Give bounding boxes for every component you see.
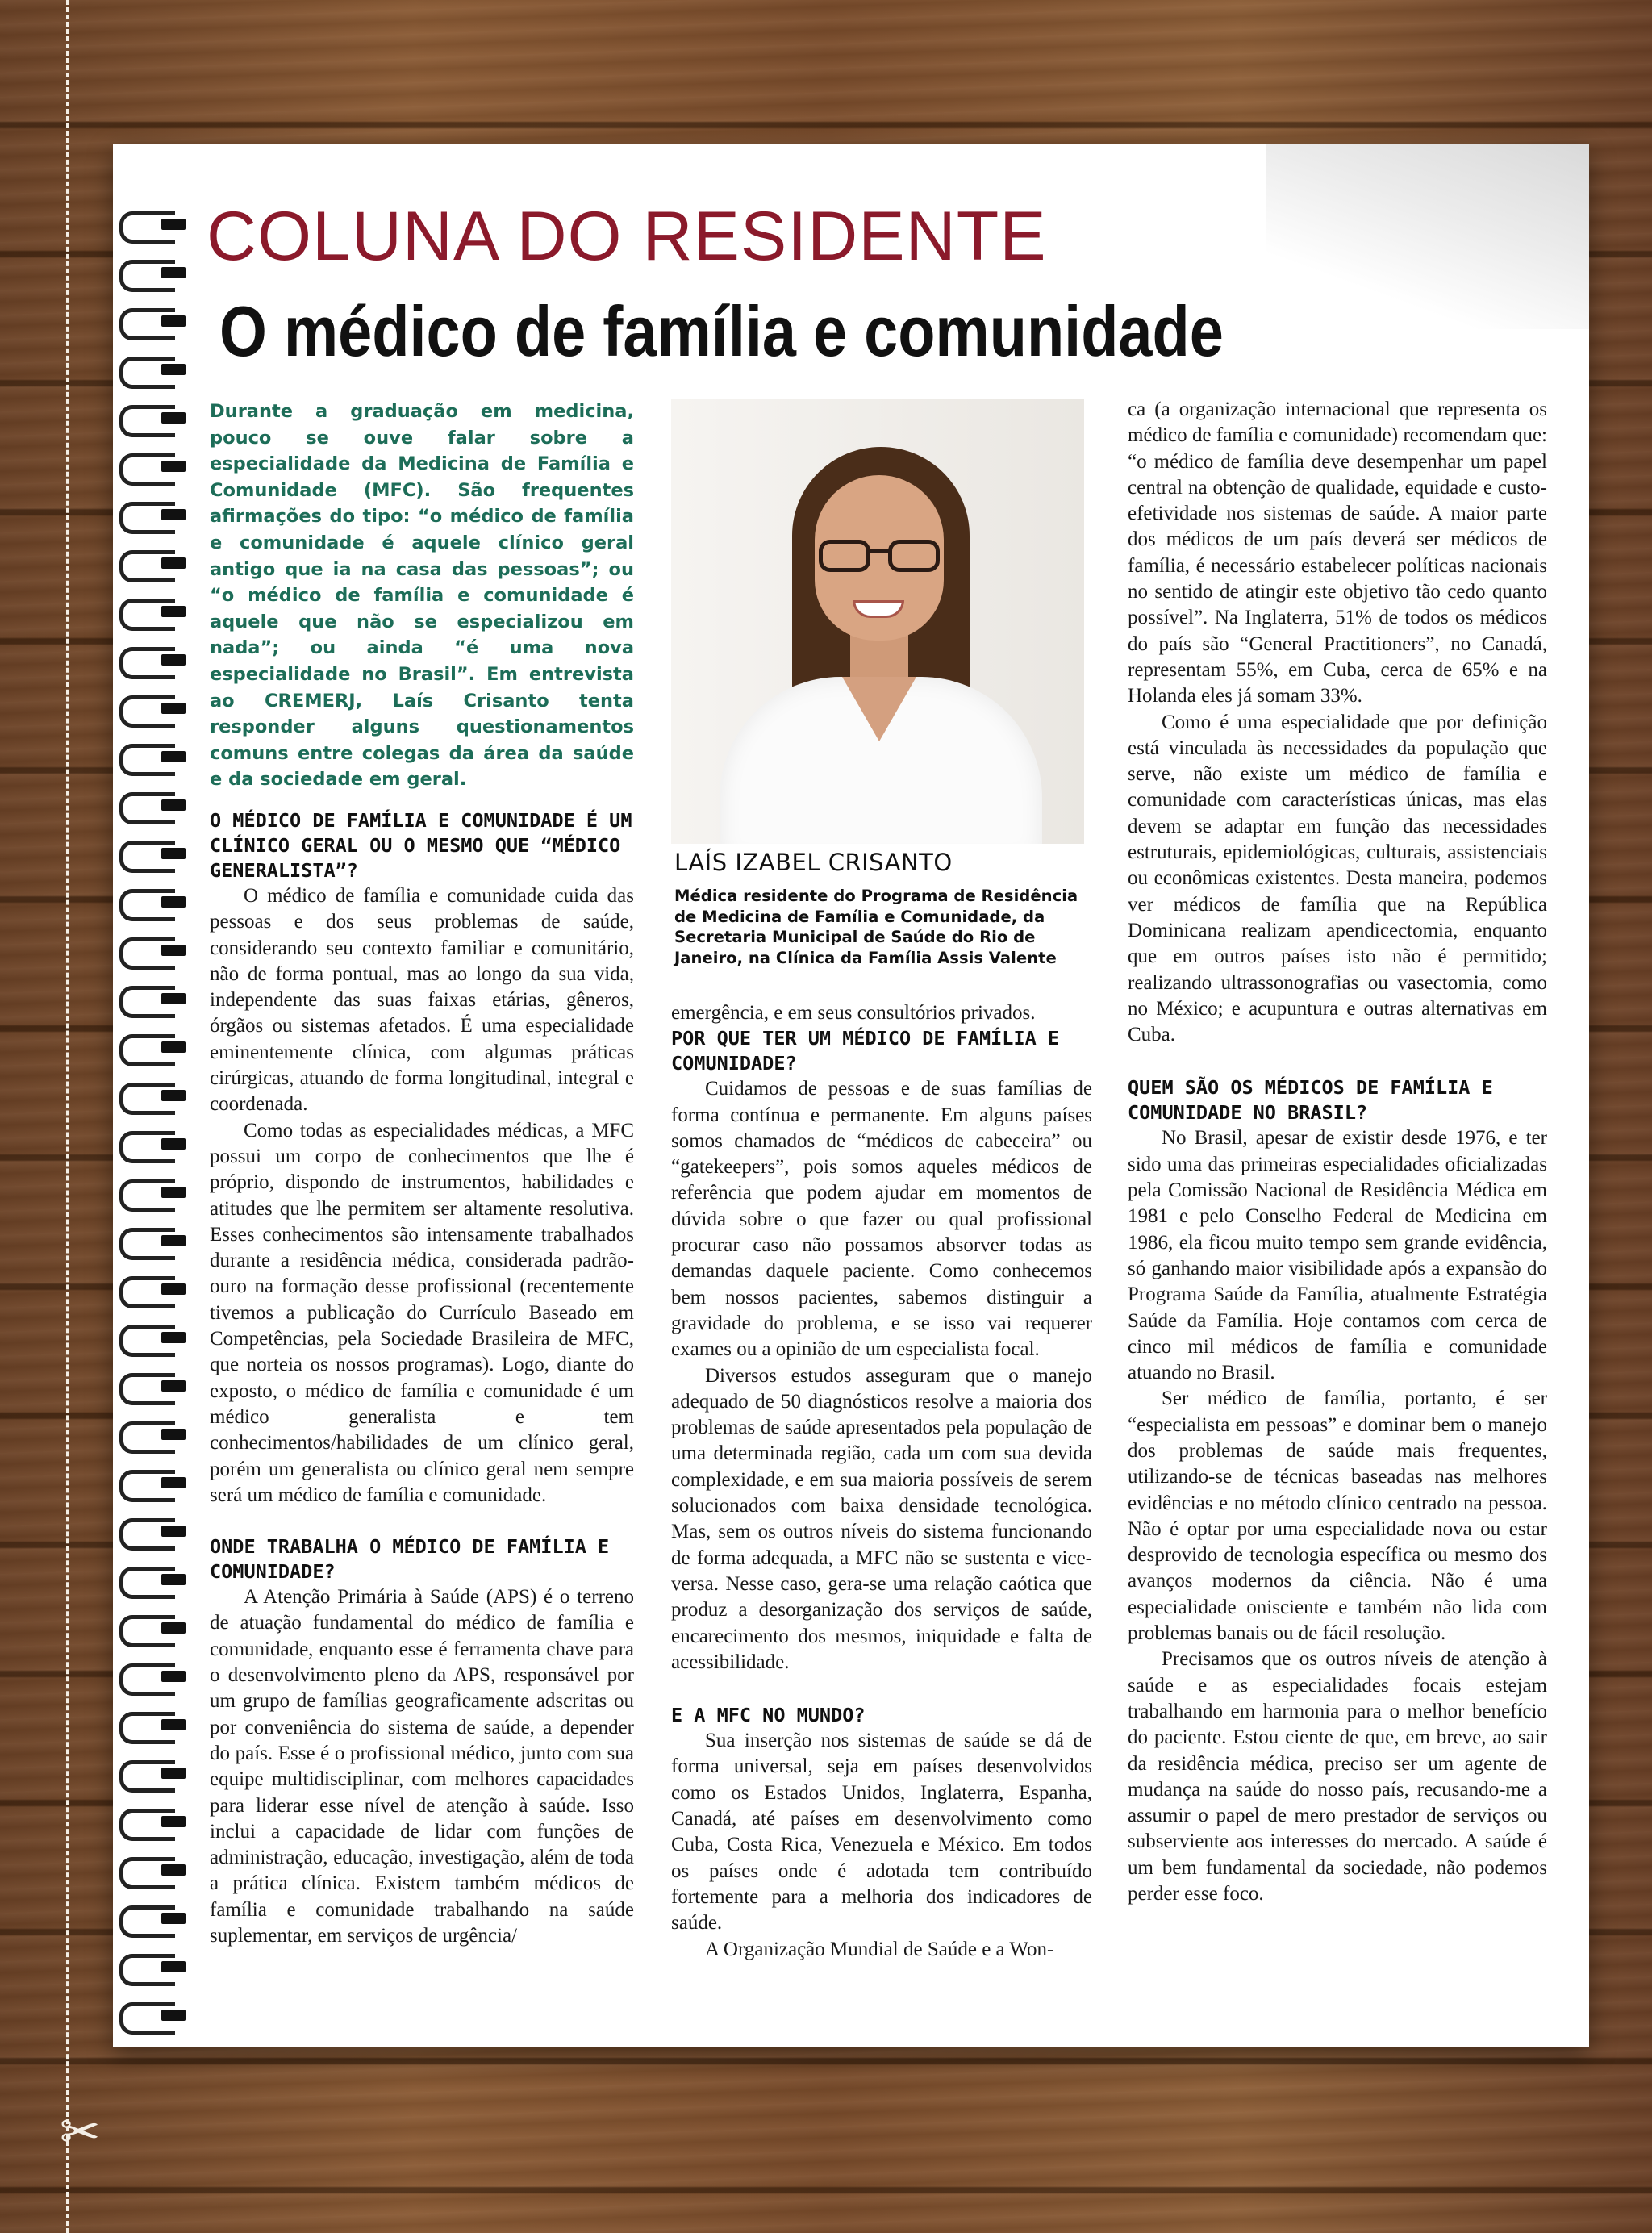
spiral-coil [119,1228,189,1255]
spiral-coil [119,1518,189,1546]
cut-line [66,0,69,2233]
spiral-coil [119,889,189,916]
portrait-photo [671,399,1084,844]
paragraph: Sua inserção nos sistemas de saúde se dá de forma universal, seja em países desenvolvidos como os Estados Unidos, Inglaterra, Espanha, Canadá, até países em desenvolvimento como Cuba, Costa Rica, Venezuela e México. Em todos os países onde é adotada tem contribuído fortemente para a melhoria dos indicadores de saúde. [671,1730,1092,1935]
spiral-coil [119,1276,189,1304]
column-3 [1128,397,1547,1907]
spiral-coil [119,502,189,529]
column-2 [671,1000,1092,1963]
spiral-coil [119,986,189,1013]
spiral-coil [119,1615,189,1642]
column-1 [210,808,634,1949]
spiral-coil [119,1325,189,1352]
spiral-coil [119,1760,189,1788]
spiral-coil [119,1663,189,1691]
spiral-coil [119,1131,189,1158]
paragraph: Diversos estudos asseguram que o manejo adequado de 50 diagnósticos resolve a maioria dos problemas de saúde apresentados pela população de uma determinada região, cada um com sua devida complexidade, e em sua maioria possíveis de serem solucionados com baixa densidade tecnológica. Mas, sem os outros níveis do sistema funcionando de forma adequada, a MFC não se sustenta e vice-versa. Nesse caso, gera-se uma relação caótica que produz a desorganização dos serviços de saúde, encarecimento dos mesmos, iniquidade e falta de acessibilidade. [671,1364,1092,1673]
paragraph: O médico de família e comunidade cuida das pessoas e dos seus problemas de saúde, considerando seu contexto familiar e comunitário, não de forma pontual, mas ao longo da sua vida, independente das suas faixas etárias, gêneros, órgãos ou sistemas afetados. É uma especialidade eminentemente clínica, com algumas práticas cirúrgicas, atuando de forma longitudinal, integral e coordenada. [210,885,634,1116]
photo-caption: Médica residente do Programa de Residência de Medicina de Família e Comunidade, da Secretaria Municipal de Saúde do Rio de Janeiro, na Clínica da Família Assis Valente [674,887,1078,967]
spiral-coil [119,1421,189,1449]
paragraph: A Organização Mundial de Saúde e a Won- [705,1938,1054,1960]
section-title: COLUNA DO RESIDENTE [206,198,1047,275]
spiral-coil [119,1712,189,1739]
spiral-binding [119,211,192,2051]
spiral-coil [119,744,189,771]
paragraph: emergência, e em seus consultórios privados. [671,1002,1036,1024]
spiral-coil [119,211,189,239]
spiral-coil [119,1809,189,1836]
glasses-shape [819,540,940,574]
paragraph: Cuidamos de pessoas e de suas famílias de forma contínua e permanente. Em alguns países somos chamados de “médicos de cabeceira” ou “gatekeepers”, pois somos aqueles médicos de referência que podem ajudar em momentos de dúvida sobre o que fazer ou qual profissional procurar caso não possamos absorver todas as demandas daquele paciente. Como conhecemos bem nossos pacientes, sabemos distinguir a gravidade do problema, e se isso vai requerer exames ou a opinião de um especialista focal. [671,1078,1092,1361]
scissors-icon: ✂ [60,2104,101,2160]
headline: O médico de família e comunidade [219,291,1224,371]
spiral-coil [119,647,189,674]
question-heading: QUEM SÃO OS MÉDICOS DE FAMÍLIA E COMUNIDADE NO BRASIL? [1128,1076,1493,1125]
spiral-coil [119,357,189,384]
spiral-coil [119,308,189,336]
spiral-coil [119,453,189,481]
spiral-coil [119,550,189,578]
spiral-coil [119,1567,189,1594]
spiral-coil [119,937,189,965]
spiral-coil [119,1034,189,1062]
spiral-coil [119,599,189,626]
paragraph: A Atenção Primária à Saúde (APS) é o terreno de atuação fundamental do médico de família e comunidade, enquanto esse é ferramenta chave para o desenvolvimento pleno da APS, responsável por um grupo de famílias geograficamente adscritas ou por conveniência do sistema de saúde, a depender do país. Esse é o profissional médico, junto com sua equipe multidisciplinar, com melhores capacidades para liderar esse nível de atenção à saúde. Isso inclui a capacidade de lidar com funções de administração, educação, investigação, além de toda a prática clínica. Existem também médicos de família e comunidade trabalhando na saúde suplementar, em serviços de urgência/ [210,1586,634,1947]
spiral-coil [119,405,189,432]
question-heading: POR QUE TER UM MÉDICO DE FAMÍLIA E COMUNIDADE? [671,1027,1060,1075]
spiral-coil [119,1179,189,1207]
question-heading: O MÉDICO DE FAMÍLIA E COMUNIDADE É UM CLÍNICO GERAL OU O MESMO QUE “MÉDICO GENERALISTA”? [210,809,632,882]
paragraph: Precisamos que os outros níveis de atenção à saúde e as especialidades focais estejam trabalhando em harmonia para o melhor benefício do paciente. Estou ciente de que, em breve, ao sair da residência médica, preciso ser um agente de mudança na saúde do nosso país, recusando-me a assumir o papel de mero prestador de serviços ou subserviente aos interesses do mercado. A saúde é um bem fundamental da sociedade, não podemos perder esse foco. [1128,1648,1547,1905]
photo-name: LAÍS IZABEL CRISANTO [674,849,953,876]
question-heading: ONDE TRABALHA O MÉDICO DE FAMÍLIA E COMUNIDADE? [210,1535,610,1584]
paragraph: Ser médico de família, portanto, é ser “especialista em pessoas” e dominar bem o manejo dos problemas de saúde mais frequentes, utilizando-se de técnicas baseadas nas melhores evidências e no método clínico centrado na pessoa. Não é optar por uma especialidade nova ou estar desprovido de tecnologia específica ou mesmo dos avanços modernos da ciência. Não é uma especialidade onisciente e também não lida com problemas banais ou de fácil resolução. [1128,1388,1547,1645]
spiral-coil [119,1470,189,1497]
spiral-coil [119,2002,189,2030]
spiral-coil [119,695,189,723]
spiral-coil [119,841,189,868]
spiral-coil [119,1083,189,1110]
question-heading: E A MFC NO MUNDO? [671,1704,866,1727]
spiral-coil [119,1373,189,1400]
spiral-coil [119,1905,189,1933]
spiral-coil [119,1857,189,1884]
lead-paragraph: Durante a graduação em medicina, pouco se ouve falar sobre a especialidade da Medicina de Família e Comunidade (MFC). São frequentes afirmações do tipo: “o médico de família e comunidade é aquele clínico geral antigo que ia na casa das pessoas”; ou “o médico de família e comunidade é aquele que não se especializou em nada”; ou ainda “é uma nova especialidade no Brasil”. Em entrevista ao CREMERJ, Laís Crisanto tenta responder alguns questionamentos comuns entre colegas da área da saúde e da sociedade em geral. [210,401,634,791]
paragraph: No Brasil, apesar de existir desde 1976, e ter sido uma das primeiras especialidades oficializadas pela Comissão Nacional de Residência Médica em 1981 e pelo Conselho Federal de Medicina em 1986, ela ficou muito tempo sem grande evidência, só ganhando maior visibilidade após a expansão do Programa Saúde da Família, atualmente Estratégia Saúde da Família. Hoje contamos com cerca de cinco mil médicos de família e comunidade atuando no Brasil. [1128,1127,1547,1384]
spiral-coil [119,792,189,820]
page-fold-shadow [1266,144,1589,329]
spiral-coil [119,260,189,287]
paragraph: ca (a organização internacional que representa os médico de família e comunidade) recomendam que: “o médico de família deve desempenhar um papel central na obtenção de qualidade, equidade e custo-efetividade nos sistemas de saúde. A maior parte dos médicos de um país deverá ser médicos de família, é necessário estabelecer políticas nacionais no sentido de atingir este objetivo tão cedo quanto possível”. Na Inglaterra, 51% de todos os médicos do país são “General Practitioners”, no Canadá, representam 55%, em Cuba, cerca de 65% e na Holanda eles já somam 33%. [1128,399,1547,707]
paragraph: Como todas as especialidades médicas, a MFC possui um corpo de conhecimentos que lhe é próprio, dispondo de instrumentos, habilidades e atitudes que lhe permitem ser altamente resolutiva. Esses conhecimentos são intensamente trabalhados durante a residência médica, considerada padrão-ouro na formação desse profissional (recentemente tivemos a publicação do Currículo Baseado em Competências, pela Sociedade Brasileira de MFC, que norteia os nossos programas). Logo, diante do exposto, o médico de família e comunidade é um médico generalista e tem conhecimentos/habilidades de um clínico geral, porém um generalista ou clínico geral nem sempre será um médico de família e comunidade. [210,1119,634,1506]
paragraph: Como é uma especialidade que por definição está vinculada às necessidades da população que serve, não existe um médico de família e comunidade com características únicas, mas elas devem se adaptar em função das necessidades estruturais, epidemiológicas, culturais, assistenciais ou econômicas existentes. Desta maneira, podemos ver médicos de família que na República Dominicana realizam apendicectomia, enquanto que em outros países isto não é permitido; realizando ultrassonografias ou vasectomia, como no México; e acupuntura e outras alternativas em Cuba. [1128,711,1547,1046]
spiral-coil [119,1954,189,1981]
